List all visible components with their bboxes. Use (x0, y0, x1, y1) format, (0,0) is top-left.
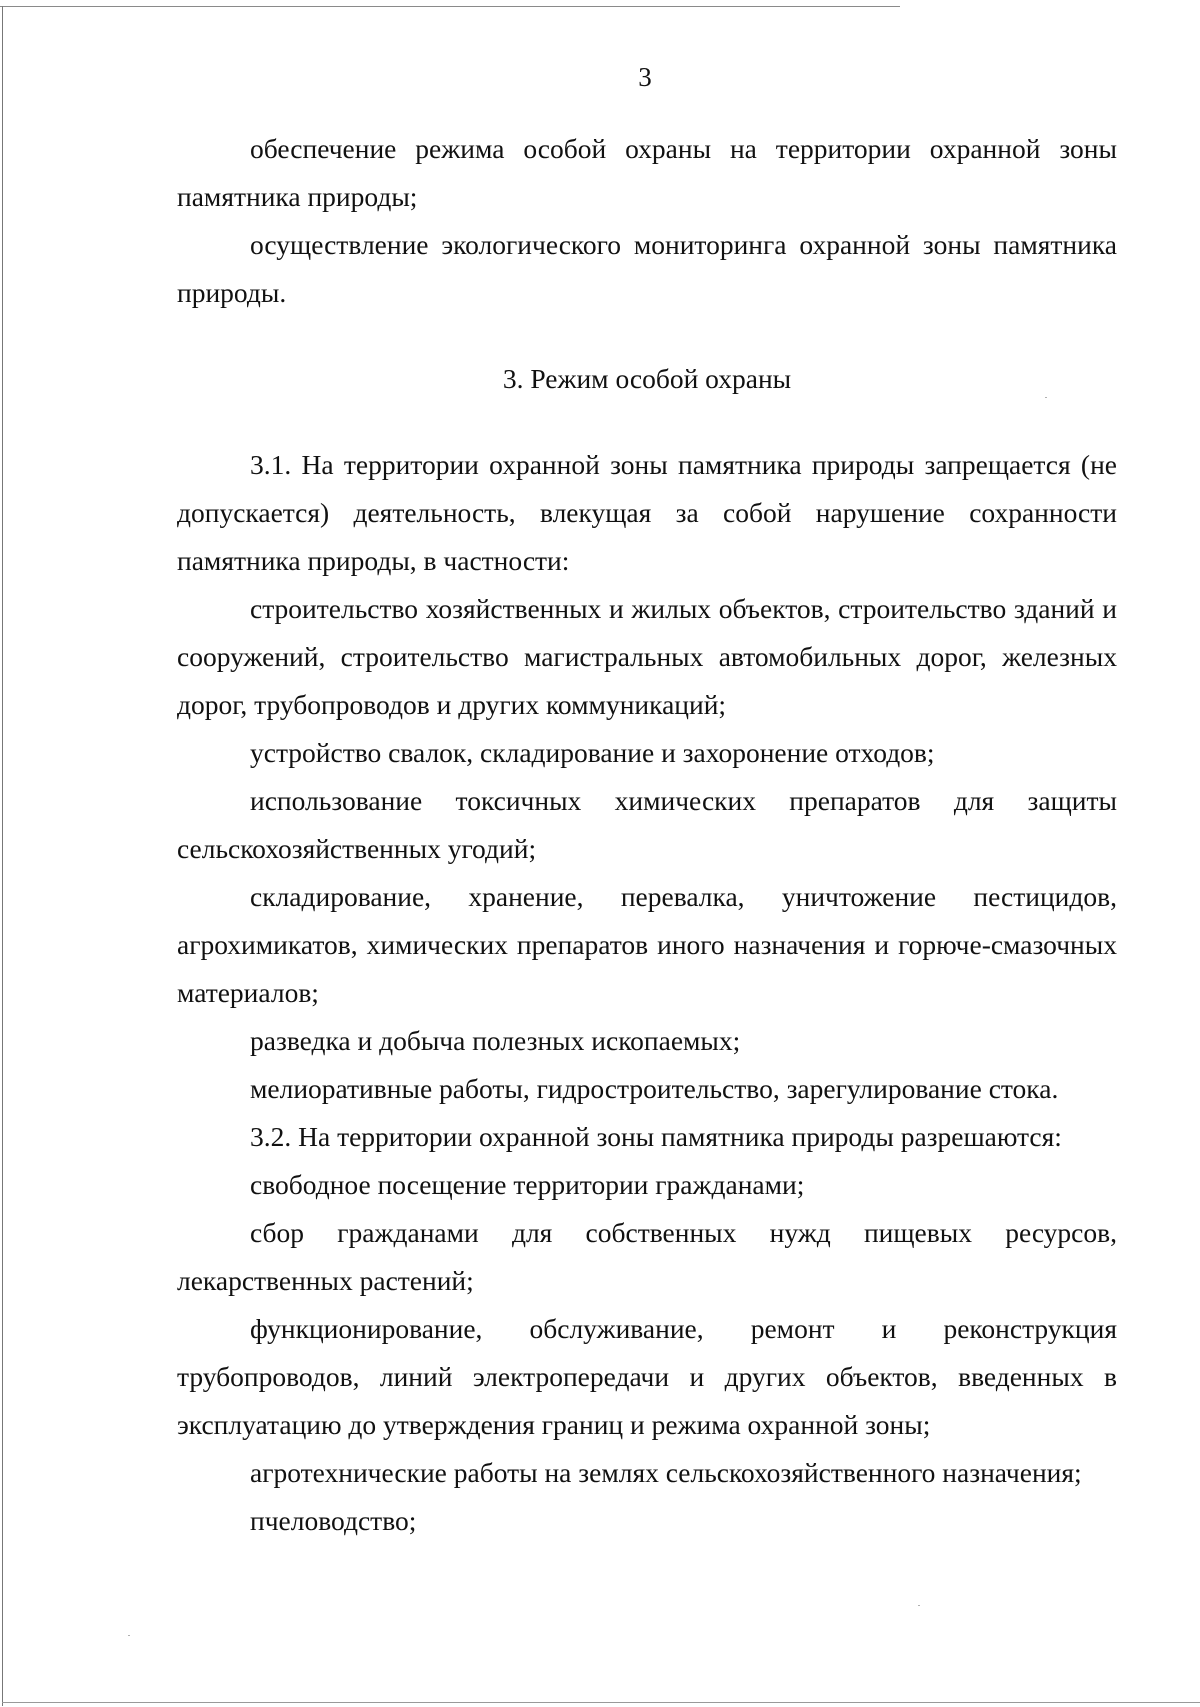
paragraph: 3.2. На территории охранной зоны памятника природы разрешаются: (250, 1121, 1062, 1152)
paragraph: устройство свалок, складирование и захоронение отходов; (250, 737, 935, 768)
paragraph: осуществление экологического мониторинга охранной зоны памятника природы. (177, 229, 1117, 308)
paragraph: агротехнические работы на землях сельскохозяйственного назначения; (250, 1457, 1082, 1488)
paragraph: складирование, хранение, перевалка, уничтожение пестицидов, агрохимикатов, химических препаратов иного назначения и горюче-смазочных материалов; (177, 881, 1117, 1008)
paragraph: использование токсичных химических препаратов для защиты сельскохозяйственных угодий; (177, 785, 1117, 864)
scan-edge-left (2, 6, 3, 1706)
paragraph: мелиоративные работы, гидростроительство, зарегулирование стока. (250, 1073, 1059, 1104)
spacer (177, 403, 1117, 441)
paragraph: строительство хозяйственных и жилых объектов, строительство зданий и сооружений, строительство магистральных автомобильных дорог, железных дорог, трубопроводов и других коммуникаций; (177, 593, 1117, 720)
document-text (177, 125, 1117, 1545)
paragraph: разведка и добыча полезных ископаемых; (250, 1025, 741, 1056)
scan-speck (918, 1605, 920, 1606)
paragraph: функционирование, обслуживание, ремонт и реконструкция трубопроводов, линий электропередачи и других объектов, введенных в эксплуатацию до утверждения границ и режима охранной зоны; (177, 1313, 1117, 1440)
spacer (177, 317, 1117, 355)
paragraph: 3.1. На территории охранной зоны памятника природы запрещается (не допускается) деятельность, влекущая за собой нарушение сохранности памятника природы, в частности: (177, 449, 1117, 576)
paragraph: обеспечение режима особой охраны на территории охранной зоны памятника природы; (177, 133, 1117, 212)
paragraph: свободное посещение территории гражданами; (250, 1169, 805, 1200)
scan-speck (128, 1635, 130, 1636)
scan-edge-top (0, 6, 900, 7)
scan-edge-bottom (2, 1702, 1200, 1703)
paragraph: пчеловодство; (250, 1505, 417, 1536)
paragraph: сбор гражданами для собственных нужд пищевых ресурсов, лекарственных растений; (177, 1217, 1117, 1296)
page-number: 3 (638, 62, 652, 92)
section-heading: 3. Режим особой охраны (502, 363, 792, 394)
